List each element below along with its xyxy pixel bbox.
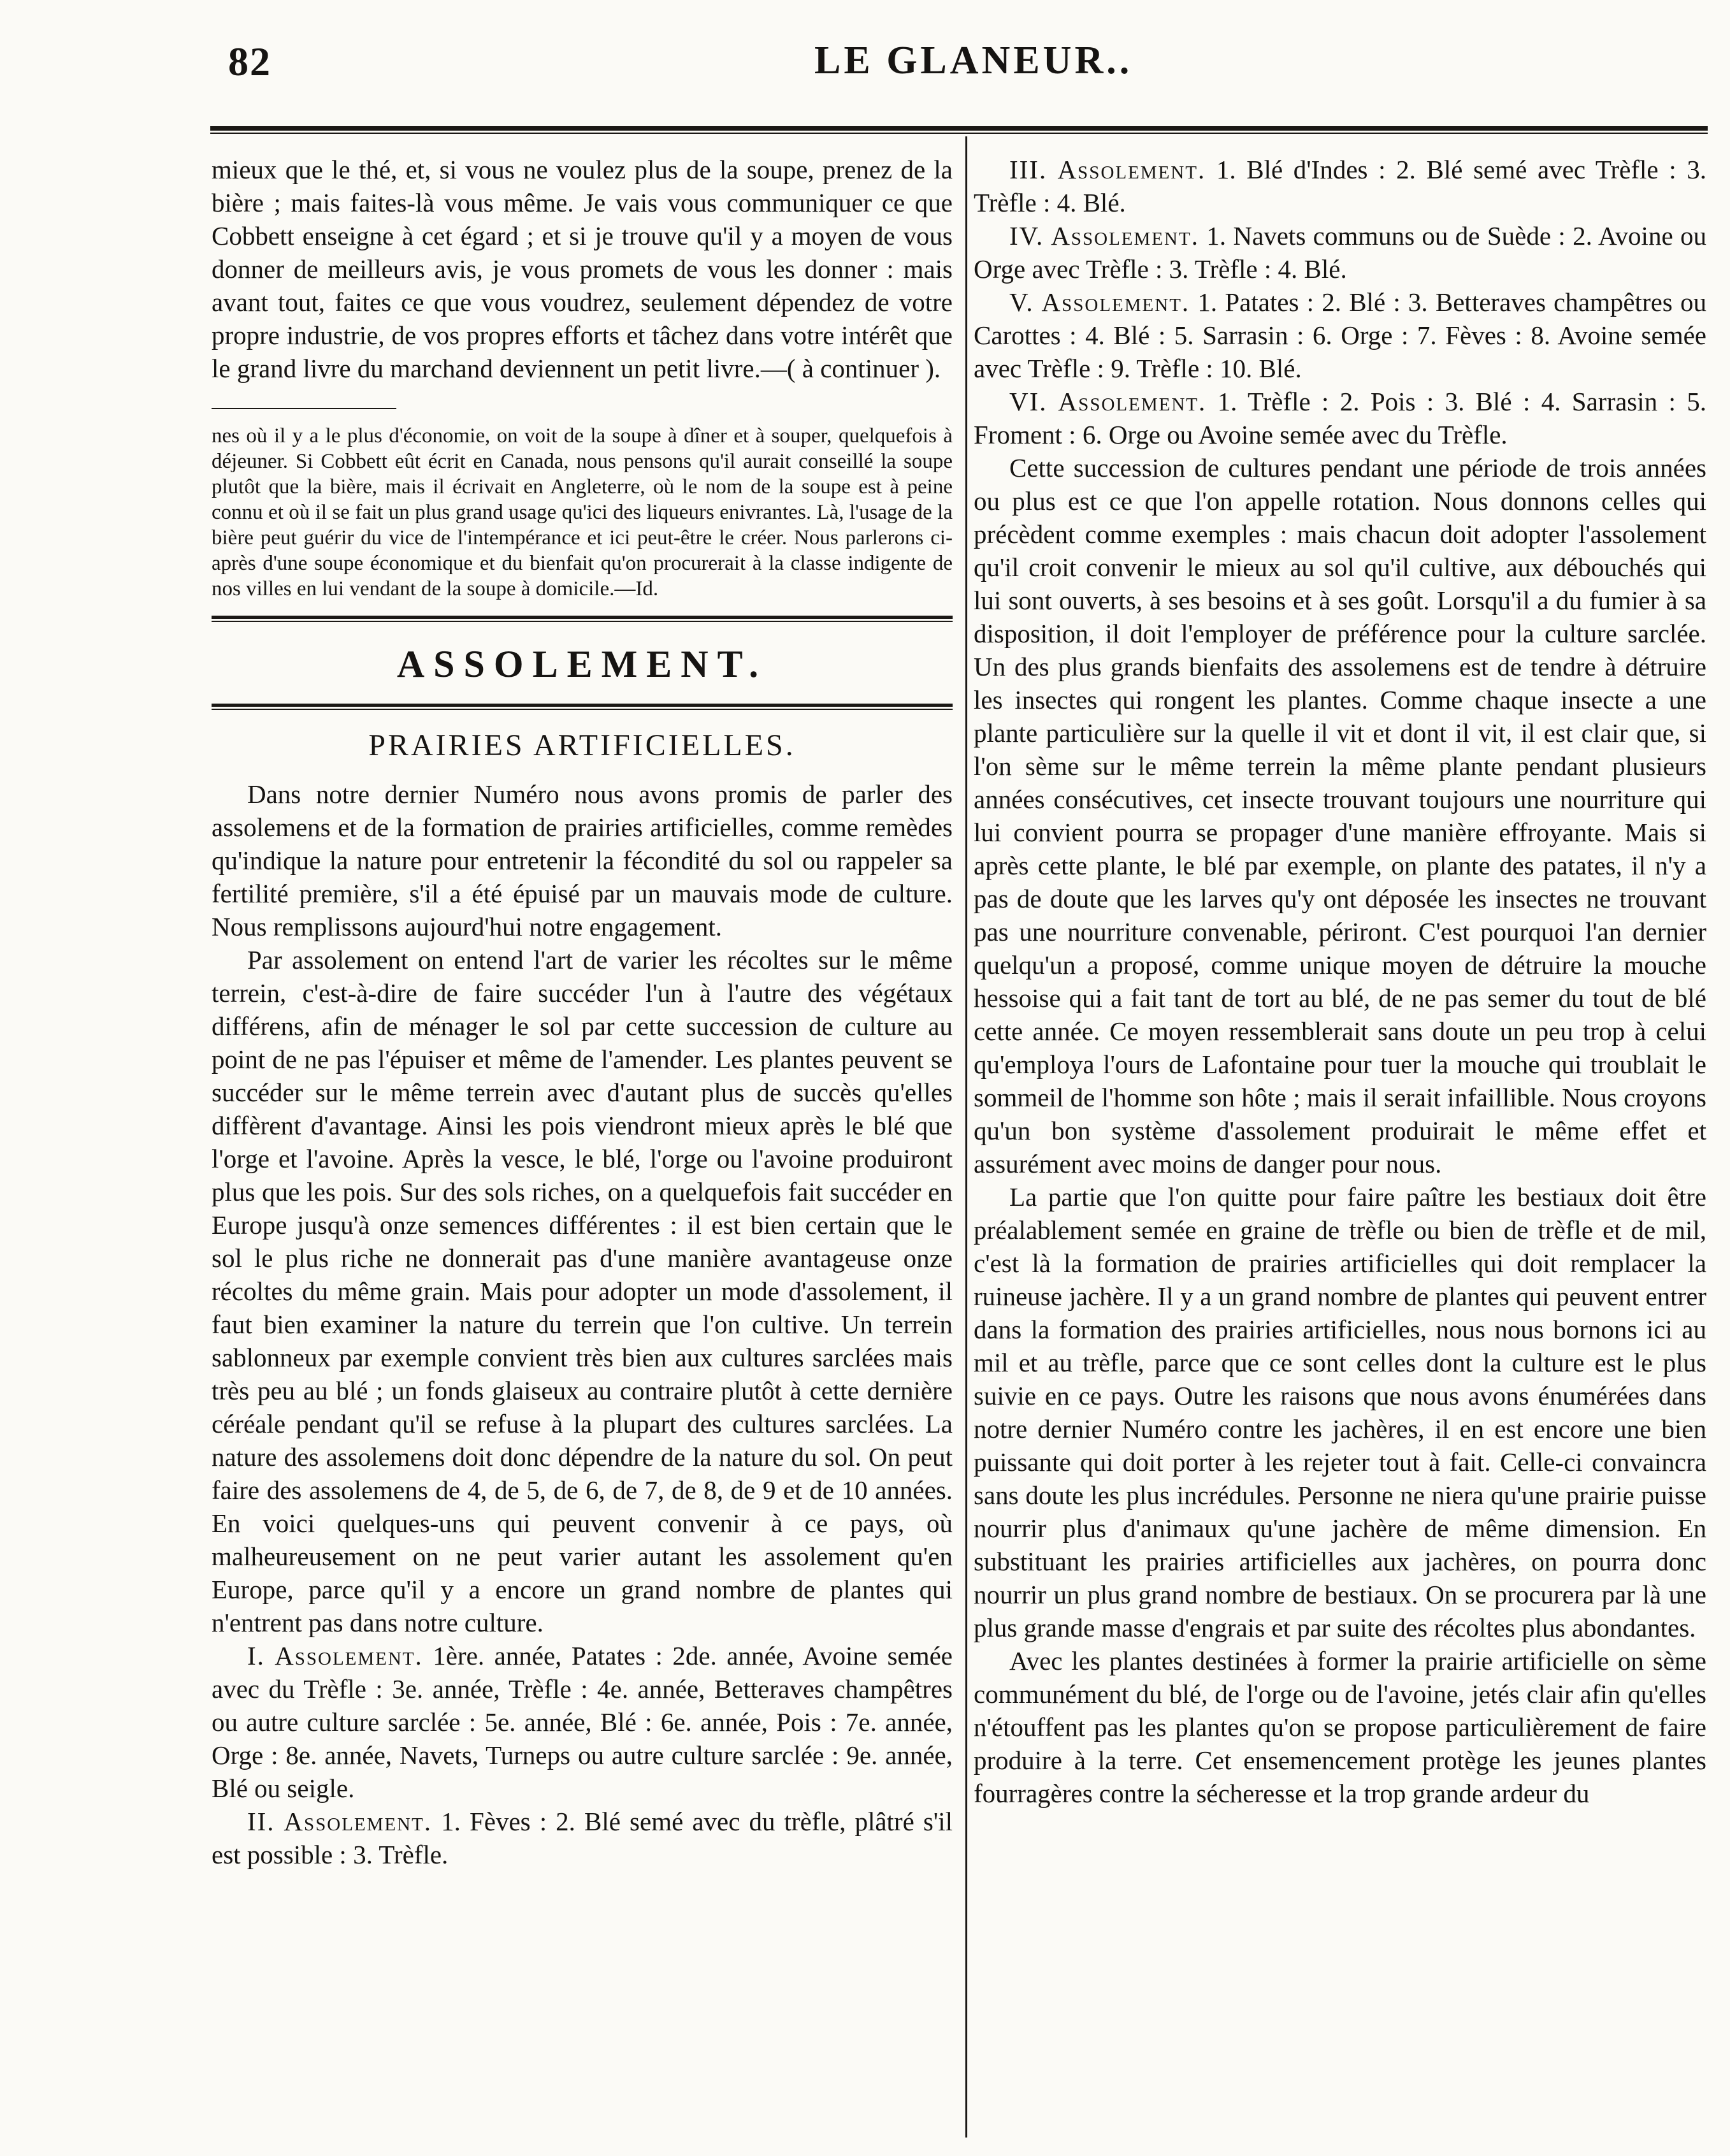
rotation-label: VI. Assolement. [1009,387,1207,416]
header-rule [210,126,1708,134]
column-divider [965,136,967,2138]
rotation-label: V. Assolement. [1009,287,1190,317]
rotation-item [974,219,1706,286]
article-paragraph: Dans notre dernier Numéro nous avons promis de parler des assolemens et de la formation de prairies artificielles, comme remèdes qu'indique la nature pour entretenir la fécondité du sol ou rappeler sa fertilité première, s'il a été épuisé par un mauvais mode de culture. Nous remplissons aujourd'hui notre engagement. [212,779,953,941]
rotation-label: I. Assolement. [247,1641,423,1670]
page-number: 82 [228,39,271,84]
section-subtitle: PRAIRIES ARTIFICIELLES. [368,728,796,762]
section-title: ASSOLEMENT. [396,643,768,685]
right-column [974,153,1706,1810]
article-paragraph: Avec les plantes destinées à former la prairie artificielle on sème communément du blé, de l'orge ou de l'avoine, jetés clair afin qu'elles n'étouffent pas les plantes qu'on se propose particulièrement de faire produire à la terre. Cet ensemencement protège les jeunes plantes fourragères contre la sécheresse et la trop grande ardeur du [974,1646,1706,1808]
rotation-label: II. Assolement. [247,1807,433,1836]
rotation-text: 1. Navets communs ou de Suède : 2. Avoine ou Orge avec Trèfle : 3. Trèfle : 4. Blé. [974,221,1707,284]
rotation-item [974,385,1706,451]
running-title: LE GLANEUR.. [814,39,1133,82]
rotation-item [212,1805,953,1871]
footnote-rule [212,408,396,409]
section-rule-top [212,616,953,622]
article-paragraph: La partie que l'on quitte pour faire paître les bestiaux doit être préalablement semée en graine de trèfle ou bien de trèfle et de mil, c'est là la formation de prairies artificielles qui doit remplacer la ruineuse jachère. Il y a un grand nombre de plantes qui peuvent entrer dans la formation des prairies artificielles, nous nous bornons ici au mil et au trèfle, parce que ce sont celles dont la culture est le plus suivie en ce pays. Outre les raisons que nous avons énumérées dans notre dernier Numéro contre les jachères, il en est encore une bien puissante qui doit porter à les rejeter tout à fait. Celle-ci convaincra sans doute les plus incrédules. Personne ne niera qu'une prairie puisse nourrir plus d'animaux qu'une jachère de même dimension. En substituant les prairies artificielles aux jachères, on pourra donc nourrir un plus grand nombre de bestiaux. On se procurera par là une plus grande masse d'engrais et par suite des récoltes plus abondantes. [974,1182,1706,1642]
rotation-text: 1. Fèves : 2. Blé semé avec du trèfle, plâtré s'il est possible : 3. Trèfle. [212,1807,953,1869]
rotation-text: 1ère. année, Patates : 2de. année, Avoine semée avec du Trèfle : 3e. année, Trèfle : 4e. année, Betteraves champêtres ou autre culture sarclée : 5e. année, Blé : 6e. année, Pois : 7e. année, Orge : 8e. année, Navets, Turneps ou autre culture sarclée : 9e. année, Blé ou seigle. [212,1641,953,1803]
left-column [212,153,953,1871]
rotation-label: III. Assolement. [1009,155,1206,184]
rotation-item [974,153,1706,219]
rotation-text: 1. Blé d'Indes : 2. Blé semé avec Trèfle : 3. Trèfle : 4. Blé. [974,155,1707,217]
section-rule-bottom [212,704,953,710]
rotation-item [974,286,1706,385]
rotation-item [212,1639,953,1805]
article-paragraph: Par assolement on entend l'art de varier les récoltes sur le même terrein, c'est-à-dire de faire succéder l'un à l'autre des végétaux différens, afin de ménager le sol par cette succession de culture au point de ne pas l'épuiser et même de l'amender. Les plantes peuvent se succéder sur le même terrein avec d'autant plus de succès qu'elles diffèrent d'avantage. Ainsi les pois viendront mieux après le blé que l'orge et l'avoine. Après la vesce, le blé, l'orge ou l'avoine produiront plus que les pois. Sur des sols riches, on a quelquefois fait succéder en Europe jusqu'à onze semences différentes : il est bien certain que le sol le plus riche ne donnerait pas d'une manière avantageuse onze récoltes du même grain. Mais pour adopter un mode d'assolement, il faut bien examiner la nature du terrein que l'on cultive. Un terrein sablonneux par exemple convient très bien aux cultures sarclées mais très peu au blé ; un fonds glaiseux au contraire plutôt à cette dernière céréale pendant qu'il se refuse à la plupart des cultures sarclées. La nature des assolemens doit donc dépendre de la nature du sol. On peut faire des assolemens de 4, de 5, de 6, de 7, de 8, de 9 et de 10 années. En voici quelques-uns qui peuvent convenir à ce pays, où malheureusement on ne peut varier autant les assolement qu'en Europe, parce qu'il y a encore un grand nombre de plantes qui n'entrent pas dans notre culture. [212,945,953,1637]
article-paragraph: Cette succession de cultures pendant une période de trois années ou plus est ce que l'on appelle rotation. Nous donnons celles qui précèdent comme exemples : mais chacun doit adopter l'assolement qu'il croit convenir le mieux au sol qu'il cultive, aux débouchés qui lui sont ouverts, à ses besoins et à ses goût. Lorsqu'il a du fumier à sa disposition, il doit l'employer de préférence pour la culture sarclée. Un des plus grands bienfaits des assolemens est de tendre à détruire les insectes qui rongent les plantes. Comme chaque insecte a une plante particulière sur la quelle il vit et dont il vit, il est clair que, si l'on sème sur le même terrein la même plante pendant plusieurs années consécutives, cet insecte trouvant toujours une nourriture qui lui convient pourra se propager d'une manière effroyante. Mais si après cette plante, le blé par exemple, on plante des patates, il n'y a pas de doute que les larves qu'y ont déposée les insectes ne trouvant pas une nourriture convenable, périront. C'est pourquoi l'an dernier quelqu'un a proposé, comme unique moyen de détruire la mouche hessoise qui a fait tant de tort au blé, de ne pas semer du tout de blé cette année. Ce moyen ressemblerait sans doute un peu trop à celui qu'employa l'ours de Lafontaine pour tuer la mouche qui troublait le sommeil de l'homme son hôte ; mais il serait infaillible. Nous croyons qu'un bon système d'assolement produirait le même effet et assurément avec moins de danger pour nous. [974,453,1706,1178]
rotation-text: 1. Trèfle : 2. Pois : 3. Blé : 4. Sarrasin : 5. Froment : 6. Orge ou Avoine semée avec du Trèfle. [974,387,1706,449]
rotation-label: IV. Assolement. [1009,221,1199,250]
footnote: nes où il y a le plus d'économie, on voit de la soupe à dîner et à souper, quelquefois à déjeuner. Si Cobbett eût écrit en Canada, nous pensons qu'il aurait conseillé la soupe plutôt que la bière, mais il écrivait en Angleterre, où le nom de la soupe est à peine connu et où il se fait un plus grand usage qu'ici des liqueurs enivrantes. Là, l'usage de la bière peut guérir du vice de l'intempérance et ici peut-être le créer. Nous parlerons ci-après d'une soupe économique et du bienfait qu'on procurerait à la classe indigente de nos villes en lui vendant de la soupe à domicile.—Id. [212,424,953,600]
rotation-text: 1. Patates : 2. Blé : 3. Betteraves champêtres ou Carottes : 4. Blé : 5. Sarrasin : 6. Orge : 7. Fèves : 8. Avoine semée avec Trèfle : 9. Trèfle : 10. Blé. [974,287,1707,383]
continued-paragraph: mieux que le thé, et, si vous ne voulez plus de la soupe, prenez de la bière ; mais faites-là vous même. Je vais vous communiquer ce que Cobbett enseigne à cet égard ; et si je trouve qu'il y a moyen de vous donner de meilleurs avis, je vous promets de vous les donner : mais avant tout, faites ce que vous voudrez, seulement dépendez de votre propre industrie, de vos propres efforts et tâchez dans votre intérêt que le grand livre du marchand deviennent un petit livre.—( à continuer ). [212,155,953,383]
